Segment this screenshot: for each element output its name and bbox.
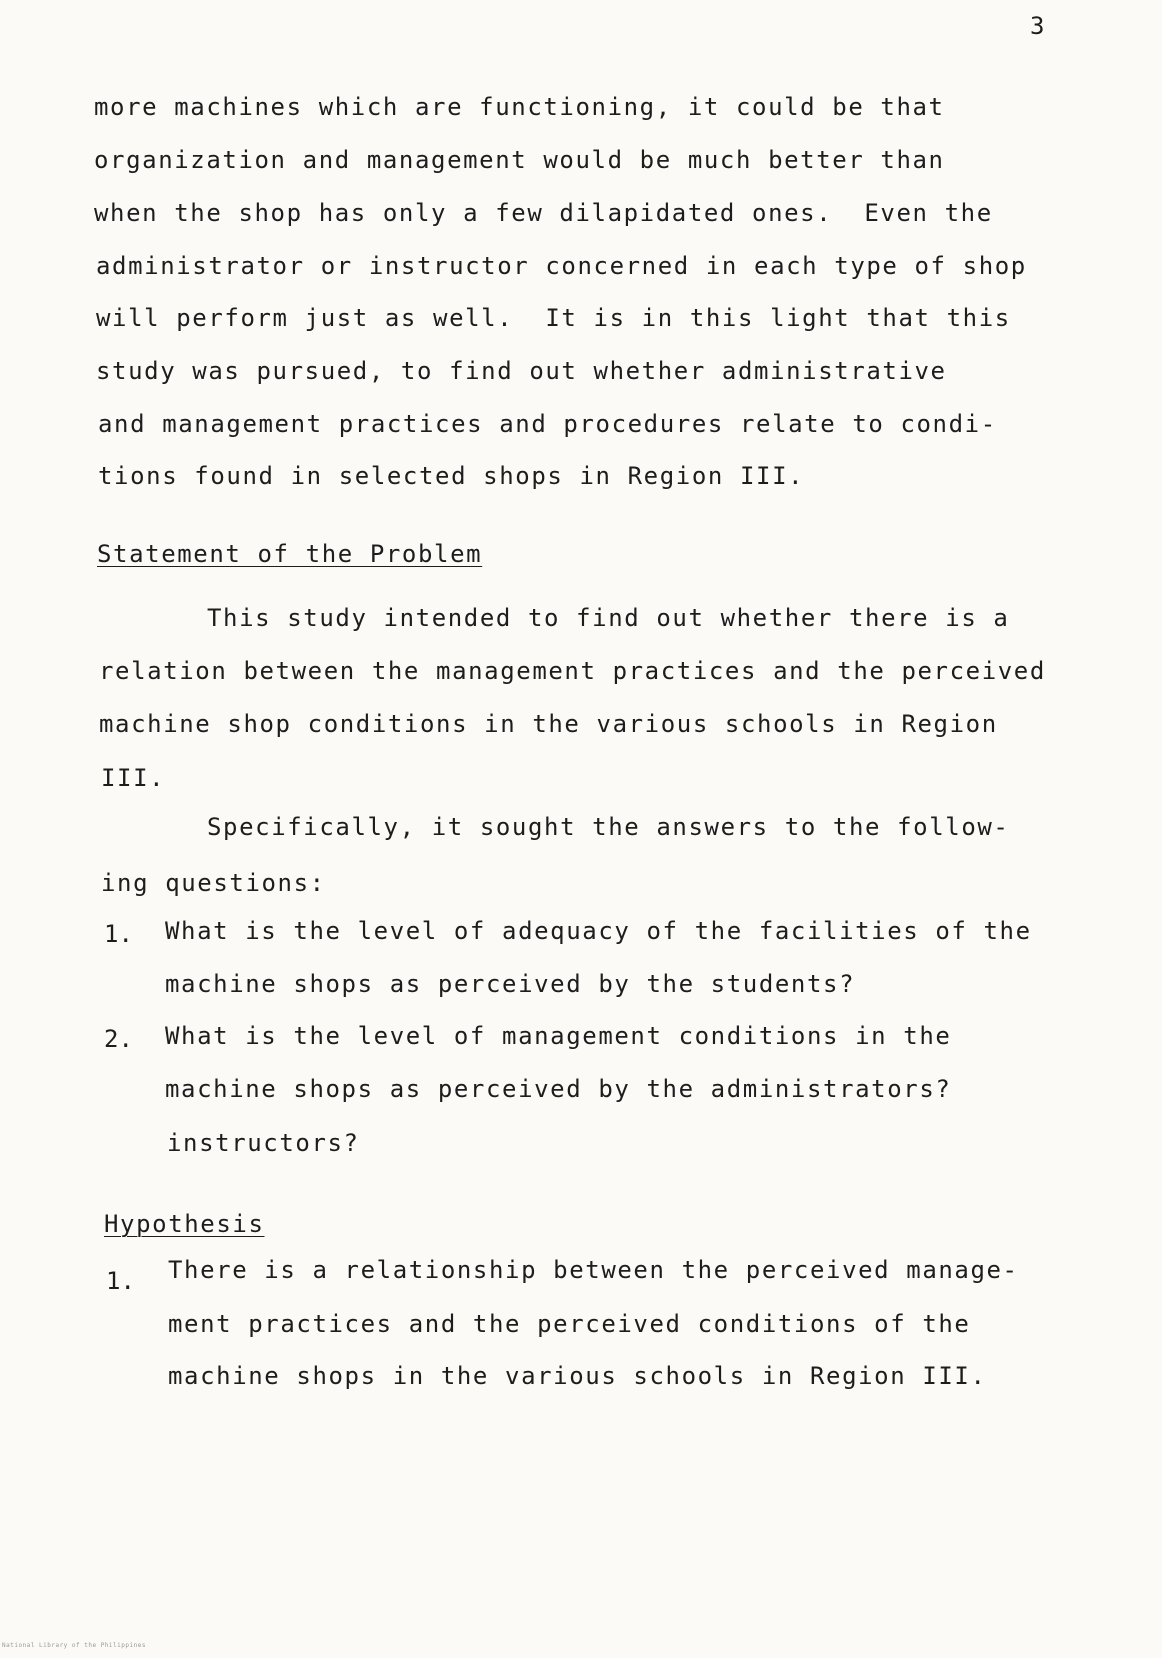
hypothesis-number: 1. — [106, 1267, 135, 1295]
question-line: What is the level of management conditions in the — [165, 1022, 952, 1050]
paragraph-line: relation between the management practices and the perceived — [99, 657, 1046, 685]
hypothesis-line: ment practices and the perceived conditions of the — [168, 1310, 971, 1338]
paragraph-line: more machines which are functioning, it could be that — [94, 93, 945, 121]
question-line: instructors? — [167, 1129, 360, 1157]
section-heading-statement: Statement of the Problem — [97, 540, 483, 568]
hypothesis-line: There is a relationship between the perceived manage- — [168, 1256, 1019, 1284]
paragraph-line: III. — [101, 764, 166, 792]
paragraph-line: will perform just as well. It is in this light that this — [96, 304, 1011, 332]
paragraph-line: and management practices and procedures relate to condi- — [98, 410, 997, 438]
paragraph-line: machine shop conditions in the various schools in Region — [99, 710, 998, 738]
question-line: What is the level of adequacy of the facilities of the — [165, 917, 1032, 945]
question-line: machine shops as perceived by the students? — [165, 970, 856, 998]
section-heading-hypothesis: Hypothesis — [104, 1210, 265, 1238]
question-number: 2. — [104, 1025, 133, 1053]
paragraph-line: Specifically, it sought the answers to the follow- — [207, 813, 1010, 841]
paragraph-line: organization and management would be much better than — [94, 146, 945, 174]
hypothesis-line: machine shops in the various schools in Region III. — [168, 1362, 987, 1390]
question-line: machine shops as perceived by the administrators? — [165, 1075, 952, 1103]
question-number: 1. — [104, 920, 133, 948]
paragraph-line: when the shop has only a few dilapidated ones. Even the — [94, 199, 993, 227]
paragraph-line: study was pursued, to find out whether administrative — [96, 357, 947, 385]
paragraph-line: ing questions: — [101, 869, 326, 897]
page-number: 3 — [1030, 12, 1045, 40]
paragraph-line: administrator or instructor concerned in each type of shop — [96, 252, 1027, 280]
scan-footer-text: National Library of the Philippines — [2, 1642, 146, 1649]
paragraph-line: This study intended to find out whether there is a — [207, 604, 1010, 632]
paragraph-line: tions found in selected shops in Region III. — [98, 462, 805, 490]
